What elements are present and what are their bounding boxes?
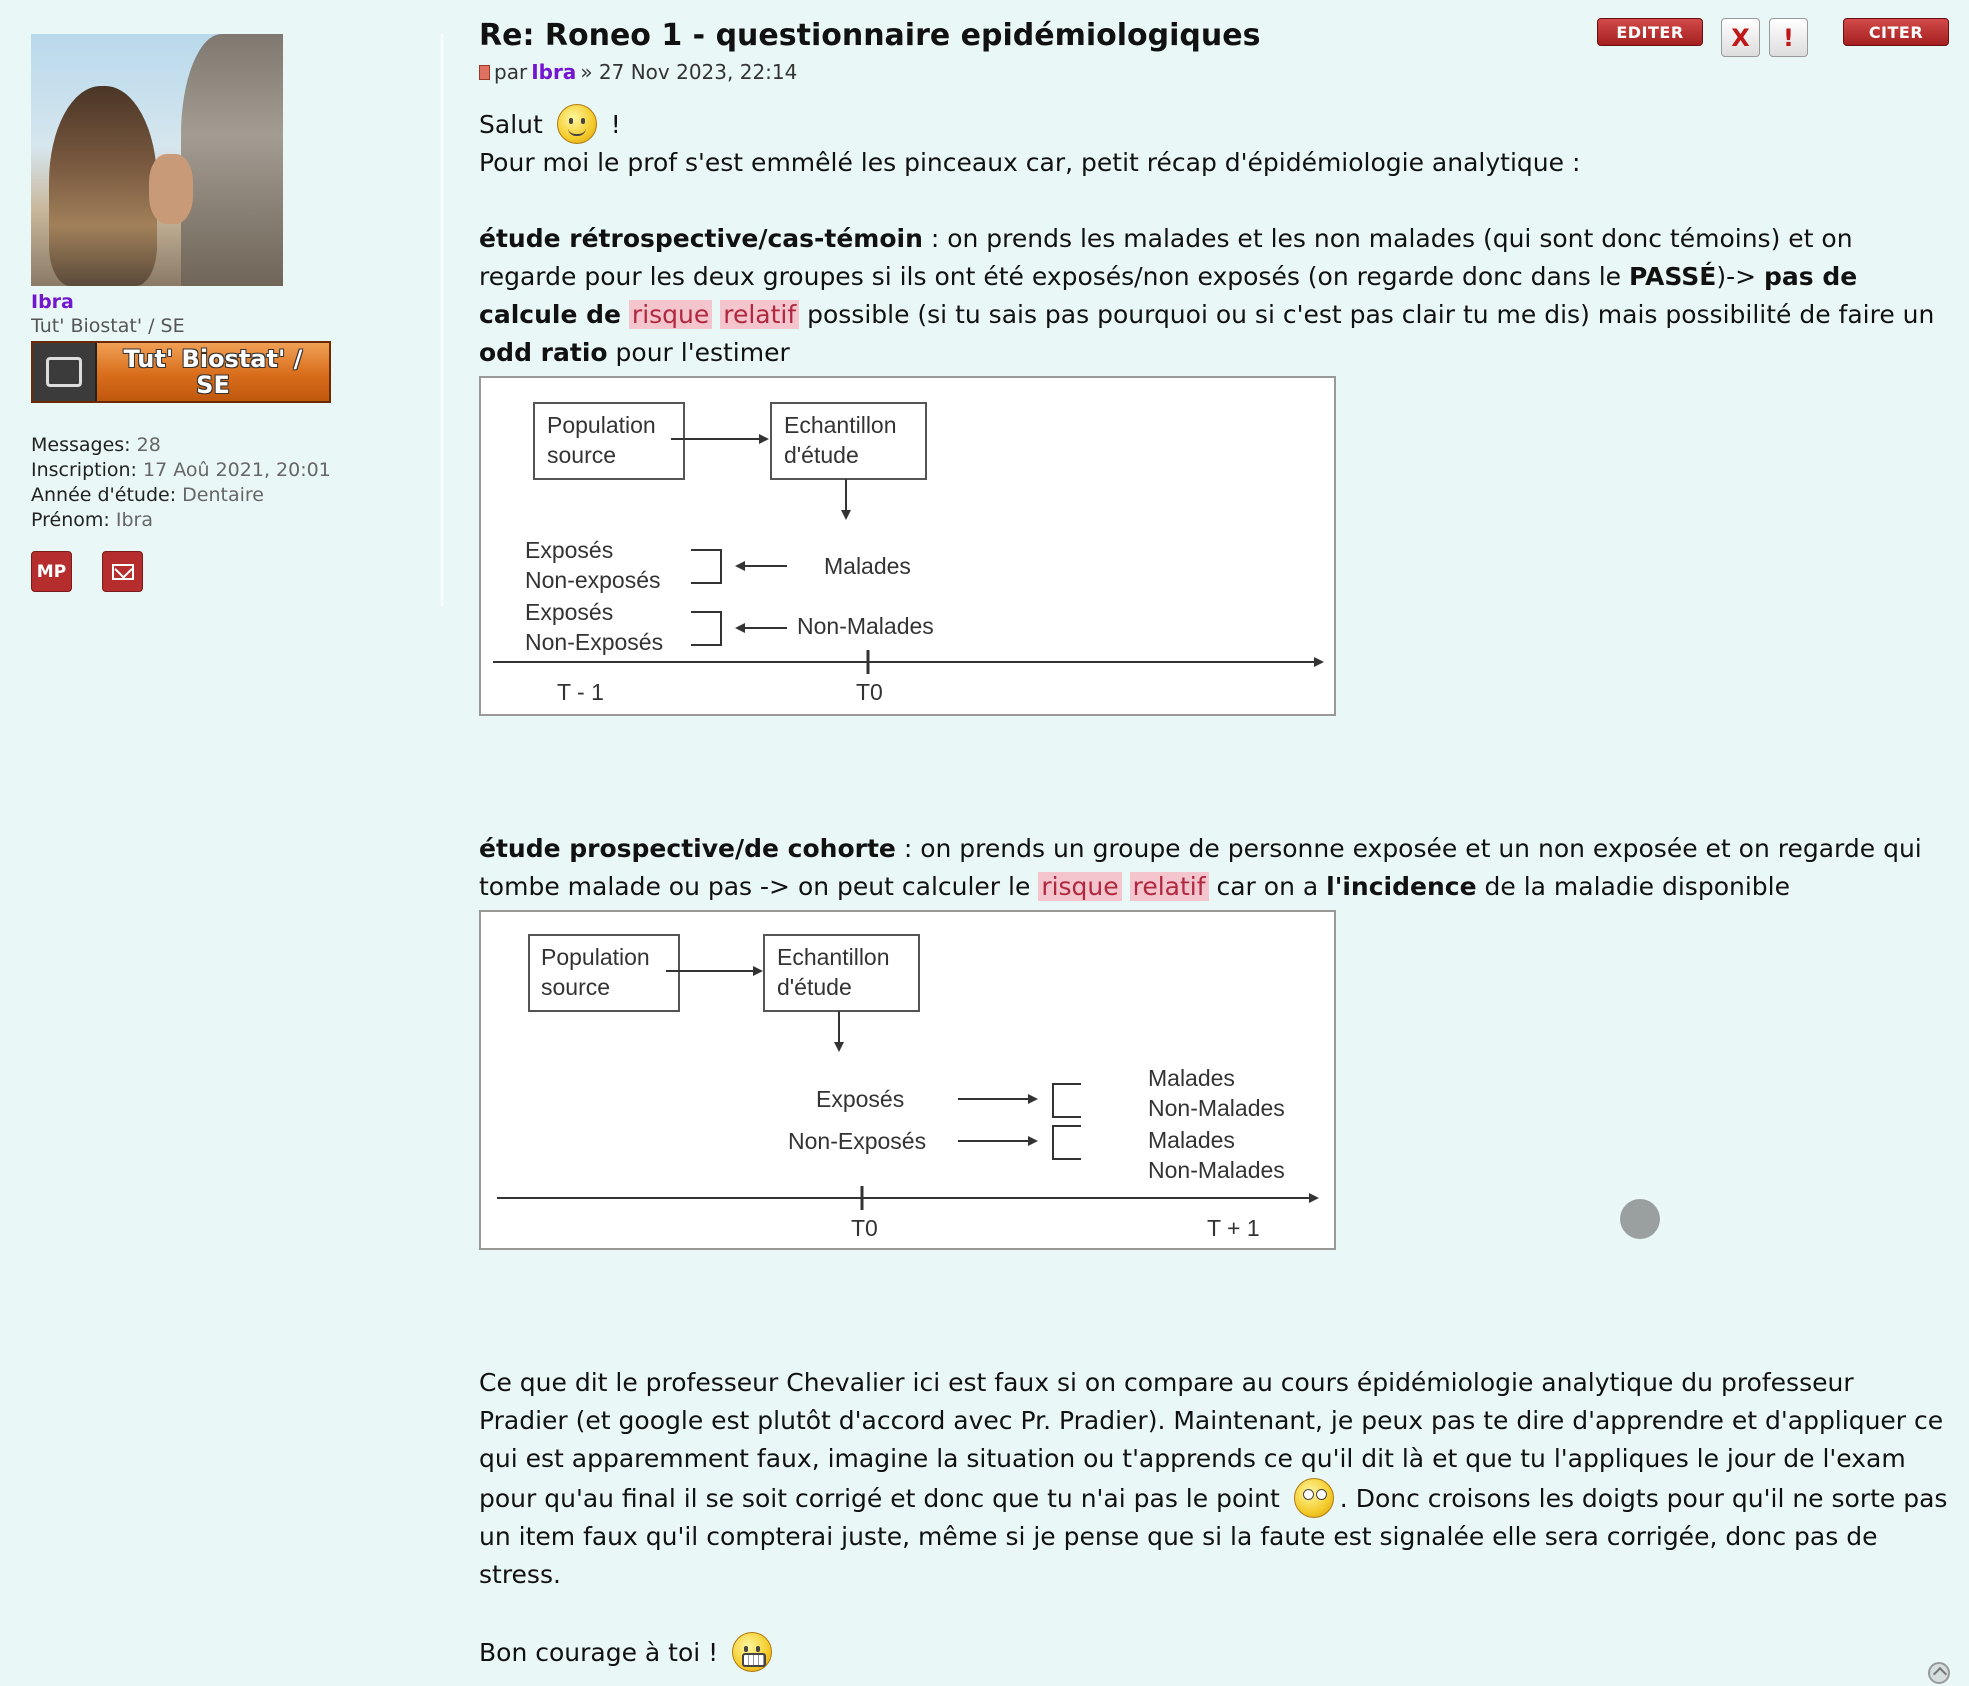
d2-time-right: T + 1 <box>1207 1215 1260 1241</box>
d1-box1-line2: source <box>547 442 617 468</box>
post-title[interactable]: Re: Roneo 1 - questionnaire epidémiologiques <box>479 18 1261 53</box>
highlight-risque-2: risque <box>1038 872 1121 901</box>
report-button[interactable] <box>1769 18 1808 57</box>
d1-box2-line2: d'étude <box>784 442 859 468</box>
d1-box2-line1: Echantillon <box>784 412 897 438</box>
email-button[interactable] <box>102 551 143 592</box>
back-to-top-icon[interactable] <box>1928 1662 1950 1684</box>
profile-firstname: Prénom: Ibra <box>31 509 153 531</box>
close-icon: X <box>1731 23 1750 52</box>
rolling-eyes-icon <box>1294 1478 1334 1518</box>
post <box>479 14 1949 1672</box>
d2-box1-line2: source <box>541 974 611 1000</box>
diagram-retrospective <box>479 376 1336 716</box>
post-actions <box>1597 18 1949 62</box>
intro-text: Pour moi le prof s'est emmêlé les pinceaux car, petit récap d'épidémiologie analytique : <box>479 148 1581 177</box>
d1-time-left: T - 1 <box>557 679 604 705</box>
column-divider <box>441 34 443 606</box>
highlight-relatif-2: relatif <box>1130 872 1209 901</box>
profile-username[interactable]: Ibra <box>31 291 74 313</box>
d1-box1-line1: Population <box>547 412 656 438</box>
rank-badge <box>31 341 331 403</box>
profile-inscription: Inscription: 17 Aoû 2021, 20:01 <box>31 459 331 481</box>
d1-left-4: Non-Exposés <box>525 629 664 655</box>
d2-box2-line1: Echantillon <box>777 944 890 970</box>
diagram-prospective <box>479 910 1336 1250</box>
exclamation-icon: ! <box>1783 23 1794 52</box>
rank-badge-text: Tut' Biostat' / SE <box>123 345 303 399</box>
d2-time-left: T0 <box>851 1215 878 1241</box>
post-date: » 27 Nov 2023, 22:14 <box>580 60 798 84</box>
grin-icon <box>732 1632 772 1672</box>
conclusion-paragraph: Ce que dit le professeur Chevalier ici est faux si on compare au cours épidémiologie analytique du professeur Pradier (et google est plutôt d'accord avec Pr. Pradier). Maintenant, je peux pas te dire d'apprendre et d'appliquer ce qui est apparemment faux, imagine la situation ou t'apprends ce qu'il dit là et que tu l'appliques le jour de l'exam pour qu'au final il se soit corrigé et donc que tu n'ai pas le point . Donc croisons les doigts pour qu'il ne sorte pas un item faux qu'il compterai juste, même si je pense que si la faute est signalée elle sera corrigée, donc pas de stress. <box>479 1368 1948 1589</box>
profile-rank: Tut' Biostat' / SE <box>31 315 185 337</box>
d2-right-3: Malades <box>1148 1127 1235 1153</box>
retro-paragraph: étude rétrospective/cas-témoin : on prends les malades et les non malades (qui sont donc témoins) et on regarde pour les deux groupes si ils ont été exposés/non exposés (on regarde donc dans le PASSÉ)-> pas de calcule de risque relatif possible (si tu sais pas pourquoi ou si c'est pas clair tu me dis) mais possibilité de faire un odd ratio pour l'estimer <box>479 224 1935 367</box>
d2-right-2: Non-Malades <box>1148 1095 1285 1121</box>
d2-box2-line2: d'étude <box>777 974 852 1000</box>
d2-left-1: Exposés <box>816 1086 905 1112</box>
d1-left-3: Exposés <box>525 599 614 625</box>
scroll-indicator[interactable] <box>1620 1199 1660 1239</box>
post-meta: par Ibra » 27 Nov 2023, 22:14 <box>479 60 1949 84</box>
d1-time-right: T0 <box>856 679 883 705</box>
smile-icon <box>557 104 597 144</box>
closing-text: Bon courage à toi ! <box>479 1632 1949 1672</box>
highlight-risque: risque <box>629 300 712 329</box>
post-icon[interactable] <box>479 65 490 80</box>
rank-icon <box>33 343 97 401</box>
envelope-icon <box>112 564 134 580</box>
edit-button[interactable]: EDITER <box>1597 18 1703 46</box>
d1-left-2: Non-exposés <box>525 567 661 593</box>
d2-left-2: Non-Exposés <box>788 1128 927 1154</box>
profile-info <box>31 433 431 533</box>
profile-year: Année d'étude: Dentaire <box>31 484 264 506</box>
avatar[interactable] <box>31 34 283 286</box>
d2-right-4: Non-Malades <box>1148 1157 1285 1183</box>
highlight-relatif: relatif <box>720 300 799 329</box>
post-author[interactable]: Ibra <box>531 60 577 84</box>
d1-right-1: Malades <box>824 553 911 579</box>
private-message-button[interactable]: MP <box>31 551 72 592</box>
post-body: Salut ! Pour moi le prof s'est emmêlé les pinceaux car, petit récap d'épidémiologie analytique : étude rétrospective/cas-témoin : on prends les malades et les non malades (qui sont donc témoins) et on regarde pour les deux groupes si ils ont été exposés/non exposés (on regarde donc dans le PASSÉ)-> pas de calcule de risque relatif possible (si tu sais pas pourquoi ou si c'est pas clair tu me dis) mais possibilité de faire un odd ratio pour l'estimer Population source Echantillon d'étude Exposés Non-exposés Exposés Non-Exposés Malades Non-Malades T - 1 T0 étude prospective/de cohorte : on prends un groupe de personne exposée et un non exposée et on regarde qui tombe malade ou pas -> on peut calculer le risque relatif car on a l'incidence de la maladie disponible Population source Echantillon d'étude Exposés Non-Exposés Malades Non-Malades Malades Non-Malades T0 T + 1 Ce que dit le professeur Chevalier ici est faux si on compare au cours épidémiologie analytique du professeur Pradier (et google est plutôt d'accord avec Pr. Pradier). Maintenant, je peux pas te dire d'apprendre et d'appliquer ce qui est apparemment faux, imagine la situation ou t'apprends ce qu'il dit là et que tu l'appliques le jour de l'exam pour qu'au final il se soit corrigé et donc que tu n'ai pas le point . Donc croisons les doigts pour qu'il ne sorte pas un item faux qu'il compterai juste, même si je pense que si la faute est signalée elle sera corrigée, donc pas de stress. Bon courage à toi ! <box>479 104 1949 1672</box>
author-profile <box>31 34 431 592</box>
d2-right-1: Malades <box>1148 1065 1235 1091</box>
delete-button[interactable] <box>1721 18 1760 57</box>
d1-right-2: Non-Malades <box>797 613 934 639</box>
d2-box1-line1: Population <box>541 944 650 970</box>
profile-messages: Messages: 28 <box>31 434 161 456</box>
prosp-paragraph: étude prospective/de cohorte : on prends un groupe de personne exposée et un non exposée et on regarde qui tombe malade ou pas -> on peut calculer le risque relatif car on a l'incidence de la maladie disponible <box>479 834 1922 901</box>
quote-button[interactable]: CITER <box>1843 18 1949 46</box>
d1-left-1: Exposés <box>525 537 614 563</box>
